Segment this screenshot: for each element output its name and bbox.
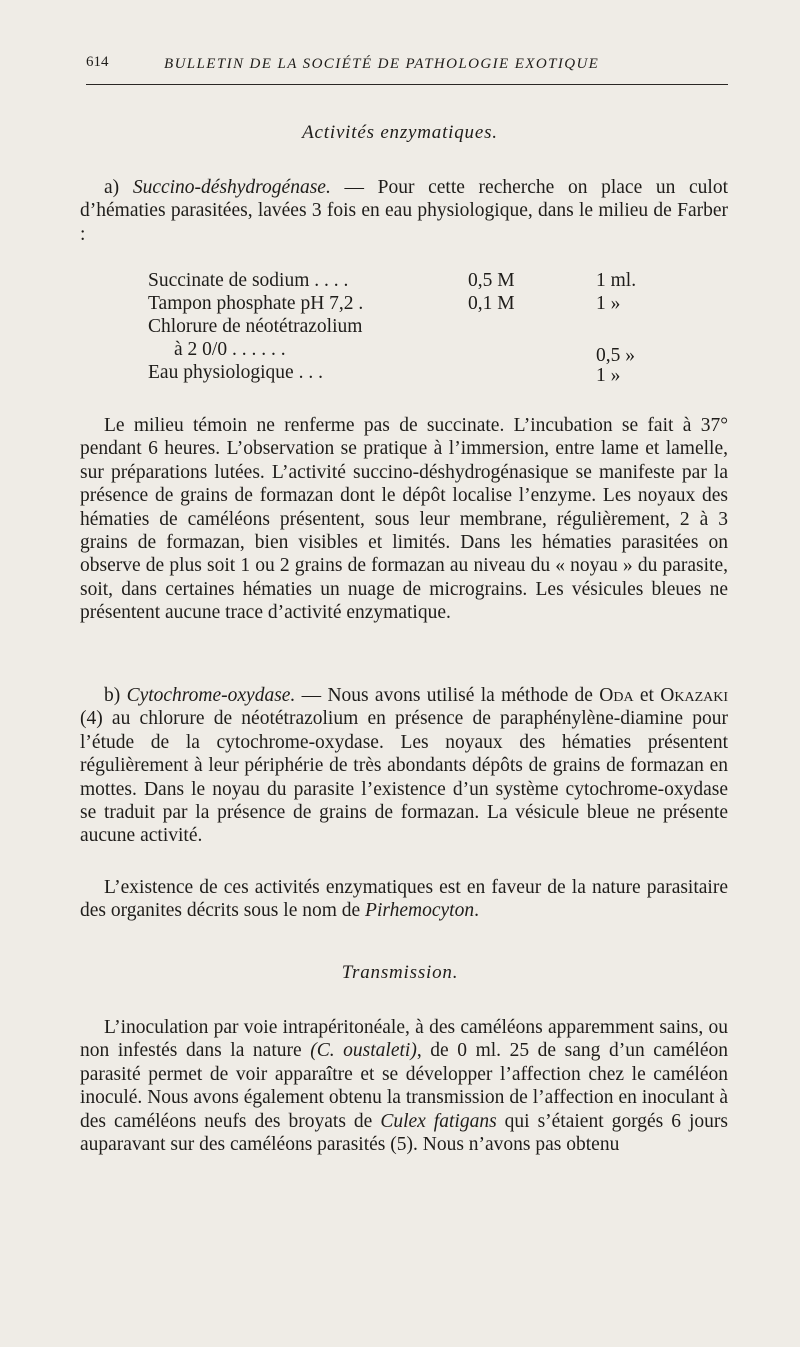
reagent-vol: 1 » bbox=[596, 293, 621, 314]
inoculation-text: L’inoculation par voie intrapéritonéale, à des caméléons apparemment sains, ou non infestés dans la nature bbox=[80, 1017, 728, 1062]
reagent-row bbox=[148, 316, 688, 339]
section-title-transmission: Transmission. bbox=[341, 962, 459, 983]
conclusion-text: L’existence de ces activités enzymatiques est en faveur de la nature parasitaire des organites décrits sous le nom de bbox=[80, 877, 728, 922]
inoculation-text: qui s’étaient gorgés 6 jours auparavant sur des caméléons parasités (5). Nous n’avons pas obtenu bbox=[80, 1110, 728, 1156]
reagent-conc: 0,1 M bbox=[468, 293, 515, 314]
paragraph-control: Le milieu témoin ne renferme pas de succinate. L’incubation se fait à 37° pendant 6 heures. L’observation se pratique à l’immersion, entre lame et lamelle, sur préparations lutées. L’activité succino-déshydrogénasique se manifeste par la présence de grains de formazan dont le dépôt localise l’enzyme. Les noyaux des hématies de caméléons présentent, sous leur membrane, régulièrement, 2 à 3 grains de formazan, bien visibles et limités. Dans les hématies parasitées on observe de plus soit 1 ou 2 grains de formazan au niveau du « noyau » du parasite, soit, dans certaines hématies un nuage de micrograins. Les vésicules bleues ne présentent aucune trace d’activité enzymatique. bbox=[80, 415, 728, 624]
reagent-vol: 1 ml. bbox=[596, 270, 637, 291]
paragraph-succino bbox=[80, 176, 728, 246]
inoculation-text: , de 0 ml. 25 de sang d’un caméléon parasité permet de voir apparaître et se développer l’affection chez le caméléon inoculé. Nous avons également obtenu la transmission de l’affection en inoculant à des caméléons neufs des broyats de bbox=[80, 1040, 728, 1132]
reagent-vol: 0,5 » bbox=[596, 345, 635, 366]
paragraph-cytochrome bbox=[80, 684, 728, 848]
species-oustaleti: (C. oustaleti) bbox=[310, 1040, 417, 1062]
conclusion-end: . bbox=[474, 900, 479, 922]
species-culex: Culex fatigans bbox=[380, 1110, 497, 1132]
reagent-row bbox=[148, 293, 688, 316]
page-header bbox=[86, 54, 728, 85]
succino-intro: — Pour cette recherche on place un culot d’hématies parasitées, lavées 3 fois en eau physiologique, dans le milieu de Farber : bbox=[80, 177, 729, 245]
reagent-row bbox=[148, 270, 688, 293]
cytochrome-text: — Nous avons utilisé la méthode de bbox=[295, 685, 600, 706]
paragraph-conclusion bbox=[80, 876, 728, 923]
reagent-name: Chlorure de néotétrazolium bbox=[148, 316, 363, 337]
author-okazaki: Okazaki bbox=[660, 685, 729, 706]
reagent-vol: 1 » bbox=[596, 365, 621, 386]
reagent-conc: 0,5 M bbox=[468, 270, 515, 291]
author-oda: Oda bbox=[599, 685, 634, 706]
running-title: BULLETIN DE LA SOCIÉTÉ DE PATHOLOGIE EXOTIQUE bbox=[164, 56, 600, 72]
reagent-name: Tampon phosphate pH 7,2 . bbox=[148, 293, 364, 314]
reagent-name: Succinate de sodium . . . . bbox=[148, 270, 349, 291]
paragraph-inoculation bbox=[80, 1016, 728, 1156]
item-label-a: a) bbox=[104, 177, 120, 198]
reagent-table bbox=[148, 270, 688, 385]
cytochrome-text: (4) au chlorure de néotétrazolium en présence de paraphénylène-diamine pour l’étude de la cytochrome-oxydase. Les noyaux des hématies présentent régulièrement à leur périphérie de très abondants dépôts de grains de formazan en mottes. Dans le noyau du parasite l’existence d’un système cytochrome-oxydase se traduit par la présence de grains de formazan. La vésicule bleue ne présente aucune activité. bbox=[80, 708, 728, 847]
reagent-name: Eau physiologique . . . bbox=[148, 362, 323, 383]
section-title-enzymes: Activités enzymatiques. bbox=[302, 122, 498, 143]
reagent-row bbox=[148, 339, 688, 366]
reagent-name: à 2 0/0 . . . . . . bbox=[174, 339, 286, 360]
conjunction: et bbox=[633, 685, 661, 706]
reagent-row bbox=[148, 362, 688, 385]
genus-name: Pirhemocyton bbox=[365, 900, 475, 922]
cytochrome-name: Cytochrome-oxydase. bbox=[126, 685, 296, 706]
item-label-b: b) bbox=[104, 685, 121, 706]
succino-name: Succino-déshydrogénase. bbox=[132, 177, 331, 198]
page-number: 614 bbox=[86, 54, 109, 70]
